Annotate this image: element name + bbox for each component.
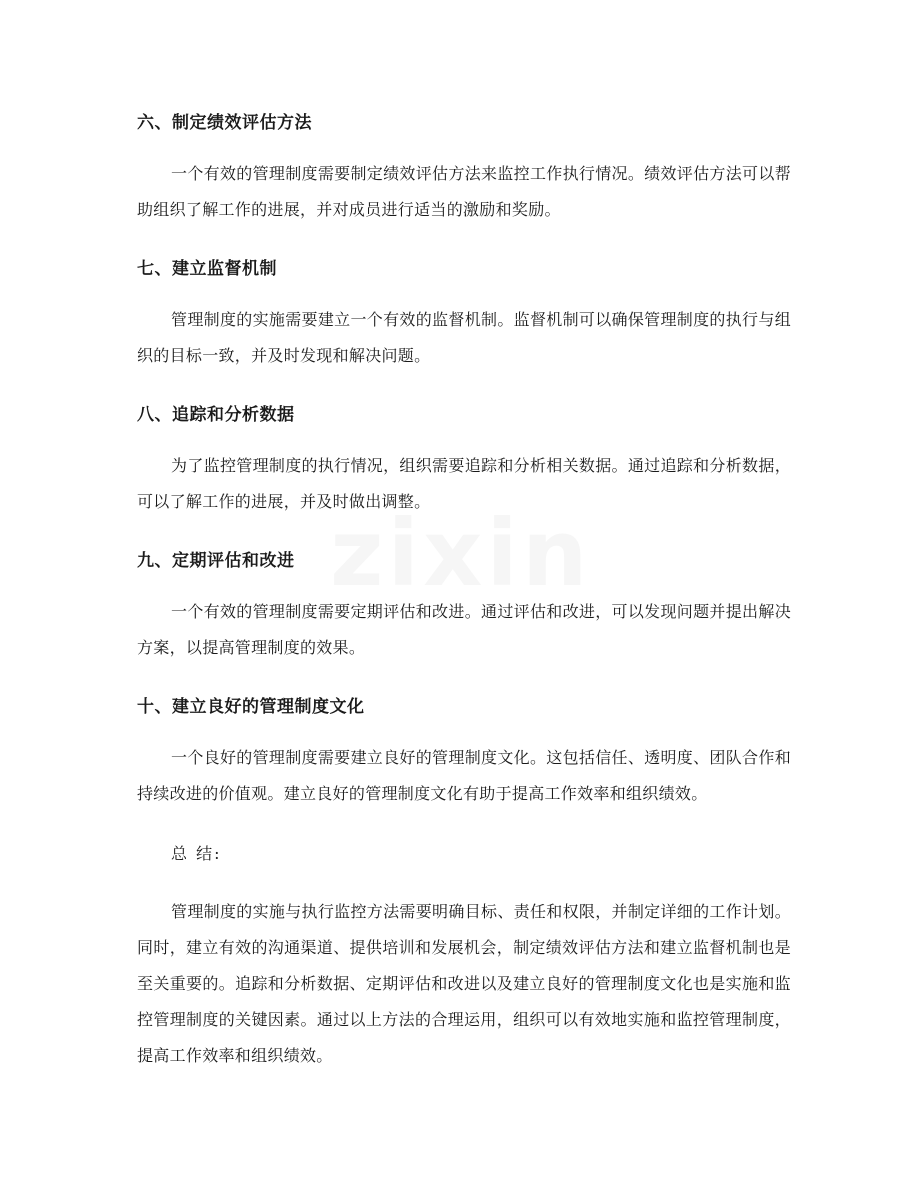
- section-body-7: 管理制度的实施需要建立一个有效的监督机制。监督机制可以确保管理制度的执行与组织的目标一致，并及时发现和解决问题。: [137, 310, 791, 365]
- section-body-6: 一个有效的管理制度需要制定绩效评估方法来监控工作执行情况。绩效评估方法可以帮助组织了解工作的进展，并对成员进行适当的激励和奖励。: [137, 164, 791, 219]
- summary-body: 管理制度的实施与执行监控方法需要明确目标、责任和权限，并制定详细的工作计划。同时，建立有效的沟通渠道、提供培训和发展机会，制定绩效评估方法和建立监督机制也是至关重要的。追踪和分析数据、定期评估和改进以及建立良好的管理制度文化也是实施和监控管理制度的关键因素。通过以上方法的合理运用，组织可以有效地实施和监控管理制度，提高工作效率和组织绩效。: [137, 902, 791, 1065]
- section-heading-10: 十、建立良好的管理制度文化: [137, 697, 365, 717]
- section-heading-8: 八、追踪和分析数据: [137, 405, 295, 425]
- watermark-logo: zixin: [330, 500, 592, 607]
- section-heading-6: 六、制定绩效评估方法: [137, 113, 312, 133]
- section-body-10: 一个良好的管理制度需要建立良好的管理制度文化。这包括信任、透明度、团队合作和持续改进的价值观。建立良好的管理制度文化有助于提高工作效率和组织绩效。: [137, 748, 791, 803]
- section-heading-7: 七、建立监督机制: [137, 259, 277, 279]
- summary-label: 总 结:: [171, 844, 222, 863]
- section-body-9: 一个有效的管理制度需要定期评估和改进。通过评估和改进，可以发现问题并提出解决方案，以提高管理制度的效果。: [137, 602, 791, 657]
- section-body-8: 为了监控管理制度的执行情况，组织需要追踪和分析相关数据。通过追踪和分析数据，可以了解工作的进展，并及时做出调整。: [137, 456, 791, 511]
- section-heading-9: 九、定期评估和改进: [137, 551, 295, 571]
- document-content: [137, 106, 791, 1098]
